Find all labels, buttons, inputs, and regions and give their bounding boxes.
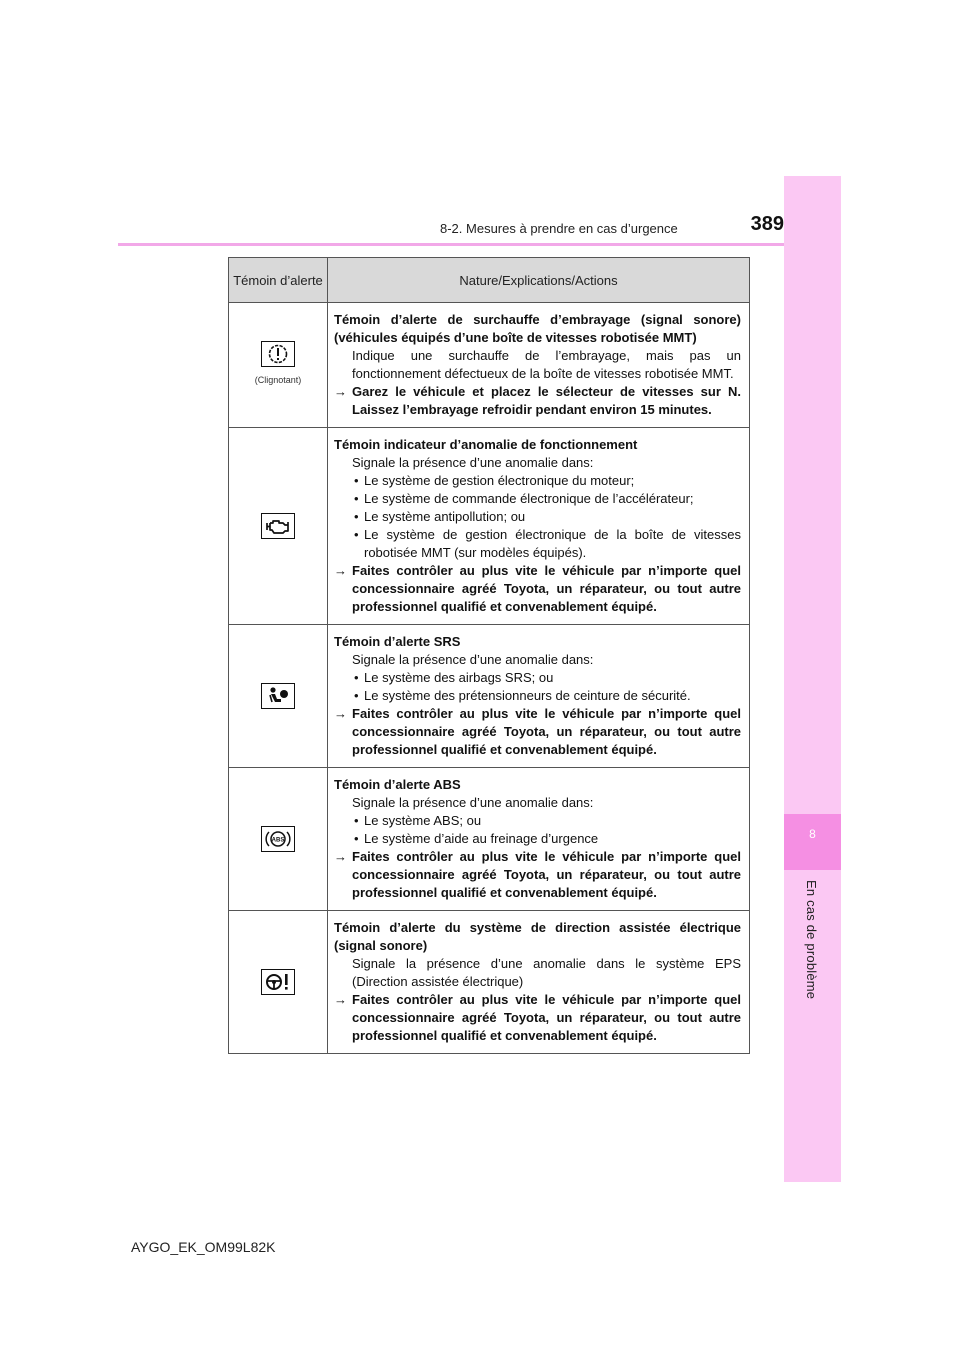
row-action-text: Faites contrôler au plus vite le véhicule par n’importe quel concessionnaire agréé Toyota, un réparateur, ou tout autre professionnel qualifié et convenablement équipé. (352, 706, 741, 757)
clutch-overheat-warning-icon (261, 341, 295, 367)
row-action-text: Garez le véhicule et placez le sélecteur de vitesses sur N. Laissez l’embrayage refroidir pendant environ 15 minutes. (352, 384, 741, 417)
chapter-side-tab (784, 176, 841, 1182)
section-title: 8-2. Mesures à prendre en cas d’urgence (440, 221, 678, 236)
list-item: • Le système d’aide au freinage d’urgence (352, 830, 741, 848)
list-item: • Le système ABS; ou (352, 812, 741, 830)
row-description: Signale la présence d’une anomalie dans: (352, 455, 594, 470)
icon-cell (229, 911, 328, 1054)
row-action (334, 383, 741, 419)
row-item-list (334, 472, 741, 562)
icon-cell (229, 768, 328, 911)
text-cell (328, 428, 750, 625)
row-description: Signale la présence d’une anomalie dans le système EPS (Direction assistée électrique) (352, 956, 741, 989)
abs-label: ABS (271, 837, 285, 844)
text-cell (328, 303, 750, 428)
table-row (229, 428, 750, 625)
arrow-icon: → (334, 849, 347, 864)
chapter-number: 8 (809, 827, 816, 841)
list-item: • Le système des prétensionneurs de ceinture de sécurité. (352, 687, 741, 705)
text-cell (328, 768, 750, 911)
list-item: • Le système de commande électronique de l’accélérateur; (352, 490, 741, 508)
list-item: • Le système de gestion électronique de la boîte de vitesses robotisée MMT (sur modèles équipés). (352, 526, 741, 562)
arrow-icon: → (334, 992, 347, 1007)
row-description: Signale la présence d’une anomalie dans: (352, 652, 594, 667)
chapter-label: En cas de problème (804, 880, 819, 1000)
text-cell (328, 625, 750, 768)
srs-airbag-icon (261, 683, 295, 709)
table-row (229, 625, 750, 768)
arrow-icon: → (334, 706, 347, 721)
abs-warning-icon (261, 826, 295, 852)
row-action-text: Faites contrôler au plus vite le véhicule par n’importe quel concessionnaire agréé Toyota, un réparateur, ou tout autre professionnel qualifié et convenablement équipé. (352, 563, 741, 614)
table-row (229, 911, 750, 1054)
list-item: • Le système des airbags SRS; ou (352, 669, 741, 687)
row-title: Témoin d’alerte de surchauffe d’embrayage (signal sonore) (véhicules équipés d’une boîte de vitesses robotisée MMT) (334, 312, 741, 345)
row-item-list (334, 812, 741, 848)
table-row (229, 303, 750, 428)
row-title: Témoin indicateur d’anomalie de fonctionnement (334, 437, 638, 452)
row-action-text: Faites contrôler au plus vite le véhicule par n’importe quel concessionnaire agréé Toyota, un réparateur, ou tout autre professionnel qualifié et convenablement équipé. (352, 849, 741, 900)
row-description: Signale la présence d’une anomalie dans: (352, 795, 594, 810)
row-title: Témoin d’alerte SRS (334, 634, 461, 649)
row-title: Témoin d’alerte ABS (334, 777, 461, 792)
document-code: AYGO_EK_OM99L82K (131, 1239, 276, 1255)
arrow-icon: → (334, 563, 347, 578)
row-description: Indique une surchauffe de l’embrayage, mais pas un fonctionnement défectueux de la boîte de vitesses robotisée MMT. (352, 348, 741, 381)
column-header-icon: Témoin d’alerte (229, 258, 328, 303)
icon-cell (229, 303, 328, 428)
engine-malfunction-icon (261, 513, 295, 539)
header-divider (118, 243, 841, 246)
row-title: Témoin d’alerte du système de direction assistée électrique (signal sonore) (334, 920, 741, 953)
row-item-list (334, 669, 741, 705)
column-header-text: Nature/Explications/Actions (328, 258, 750, 303)
text-cell (328, 911, 750, 1054)
row-action (334, 562, 741, 616)
arrow-icon: → (334, 384, 347, 399)
list-item: • Le système de gestion électronique du moteur; (352, 472, 741, 490)
warning-lights-table (228, 257, 750, 1054)
chapter-marker (784, 814, 841, 870)
row-action (334, 705, 741, 759)
row-action (334, 991, 741, 1045)
icon-cell (229, 428, 328, 625)
list-item: • Le système antipollution; ou (352, 508, 741, 526)
icon-cell (229, 625, 328, 768)
page-number: 389 (750, 213, 784, 235)
table-header-row (229, 258, 750, 303)
row-action-text: Faites contrôler au plus vite le véhicule par n’importe quel concessionnaire agréé Toyota, un réparateur, ou tout autre professionnel qualifié et convenablement équipé. (352, 992, 741, 1043)
table-row (229, 768, 750, 911)
eps-steering-warning-icon (261, 969, 295, 995)
icon-note: (Clignotant) (254, 375, 302, 385)
row-action (334, 848, 741, 902)
